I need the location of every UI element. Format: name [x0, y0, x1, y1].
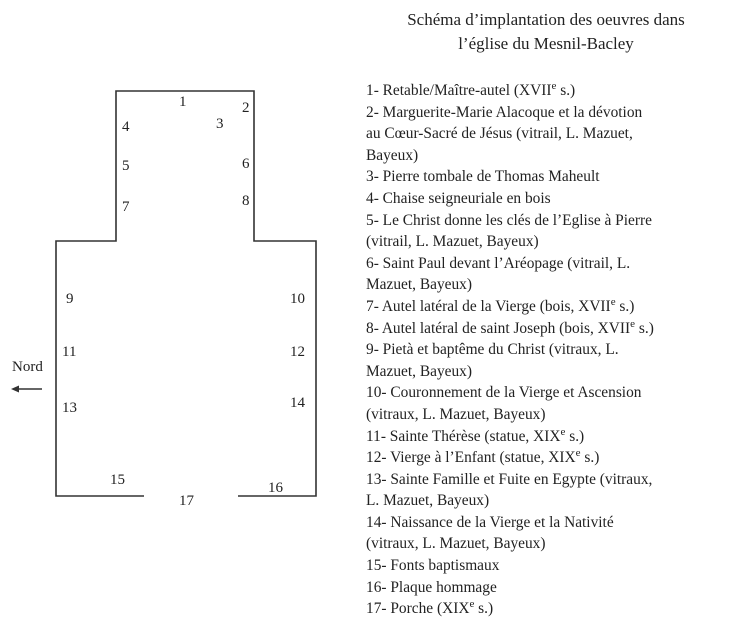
plan-number-11: 11: [62, 344, 77, 360]
legend-text: 17- Porche (XIX: [366, 600, 470, 618]
legend-suffix: s.): [580, 449, 600, 467]
legend-text: 13- Sainte Famille et Fuite en Egypte (vitraux,: [366, 470, 653, 488]
plan-number-5: 5: [122, 158, 130, 174]
legend-text: 12- Vierge à l’Enfant (statue, XIX: [366, 449, 576, 467]
legend-suffix: s.): [565, 427, 585, 445]
plan-number-14: 14: [290, 395, 305, 411]
legend-line: [366, 102, 736, 124]
legend-line: [366, 555, 736, 577]
plan-number-15: 15: [110, 472, 125, 488]
north-arrowhead-icon: [11, 386, 19, 393]
legend-line: [366, 274, 736, 296]
legend-line: [366, 382, 736, 404]
legend-line: [366, 447, 736, 469]
legend-superscript: e: [469, 598, 475, 611]
legend-suffix: s.): [635, 319, 654, 337]
legend-text: 15- Fonts baptismaux: [366, 557, 500, 575]
legend-text: Mazuet, Bayeux): [366, 362, 472, 380]
legend-line: [366, 533, 736, 555]
legend-text: 16- Plaque hommage: [366, 578, 497, 596]
plan-number-1: 1: [179, 94, 187, 110]
legend-line: [366, 469, 736, 491]
legend-line: [366, 145, 736, 167]
church-outline: [56, 91, 316, 496]
legend-line: [366, 512, 736, 534]
legend-text: 11- Sainte Thérèse (statue, XIX: [366, 427, 561, 445]
legend-suffix: s.): [615, 297, 635, 315]
legend-text: 9- Pietà et baptême du Christ (vitraux, L.: [366, 341, 619, 359]
legend-line: [366, 490, 736, 512]
legend-text: 10- Couronnement de la Vierge et Ascension: [366, 384, 642, 402]
legend-list: [366, 80, 736, 620]
legend-text: 5- Le Christ donne les clés de l’Eglise à Pierre: [366, 211, 652, 229]
plan-number-3: 3: [216, 116, 224, 132]
legend-line: [366, 231, 736, 253]
title-line-2: l’église du Mesnil-Bacley: [458, 34, 634, 53]
legend-text: 6- Saint Paul devant l’Aréopage (vitrail, L.: [366, 254, 631, 272]
legend-text: 4- Chaise seigneuriale en bois: [366, 189, 551, 207]
plan-number-13: 13: [62, 400, 77, 416]
legend-line: [366, 404, 736, 426]
legend-suffix: s.): [556, 82, 576, 99]
legend-line: [366, 577, 736, 599]
legend-line: [366, 318, 736, 340]
plan-number-7: 7: [122, 199, 130, 215]
plan-number-16: 16: [268, 480, 283, 496]
legend-text: au Cœur-Sacré de Jésus (vitrail, L. Mazuet,: [366, 125, 633, 143]
church-floor-plan: [0, 0, 360, 643]
legend-text: 8- Autel latéral de saint Joseph (bois, XVII: [366, 319, 631, 337]
legend-superscript: e: [610, 295, 616, 308]
legend-line: [366, 598, 736, 620]
legend-text: 2- Marguerite-Marie Alacoque et la dévotion: [366, 103, 643, 121]
plan-number-9: 9: [66, 291, 74, 307]
legend-line: [366, 253, 736, 275]
legend-line: [366, 361, 736, 383]
legend-line: [366, 426, 736, 448]
legend-text: (vitraux, L. Mazuet, Bayeux): [366, 535, 546, 553]
legend-text: L. Mazuet, Bayeux): [366, 492, 490, 510]
legend-line: [366, 123, 736, 145]
plan-number-10: 10: [290, 291, 305, 307]
legend-text: (vitrail, L. Mazuet, Bayeux): [366, 233, 539, 251]
legend-line: [366, 166, 736, 188]
plan-number-2: 2: [242, 100, 250, 116]
title-line-1: Schéma d’implantation des oeuvres dans: [407, 10, 685, 29]
plan-number-6: 6: [242, 156, 250, 172]
compass-label: Nord: [12, 359, 43, 375]
legend-superscript: e: [560, 425, 566, 438]
legend-line: [366, 210, 736, 232]
legend-line: [366, 188, 736, 210]
legend-text: (vitraux, L. Mazuet, Bayeux): [366, 405, 546, 423]
legend-superscript: e: [551, 80, 557, 92]
plan-number-17: 17: [179, 493, 194, 509]
legend-text: 14- Naissance de la Vierge et la Nativité: [366, 513, 614, 531]
legend-text: Bayeux): [366, 146, 419, 164]
legend-text: Mazuet, Bayeux): [366, 276, 472, 294]
legend-line: [366, 80, 736, 102]
plan-number-12: 12: [290, 344, 305, 360]
legend-superscript: e: [630, 317, 636, 330]
legend-line: [366, 339, 736, 361]
plan-number-8: 8: [242, 193, 250, 209]
schema-title: [356, 8, 736, 56]
legend-suffix: s.): [474, 600, 494, 618]
legend-line: [366, 296, 736, 318]
legend-text: 7- Autel latéral de la Vierge (bois, XVII: [366, 297, 611, 315]
legend-text: 1- Retable/Maître-autel (XVII: [366, 82, 552, 99]
legend-text: 3- Pierre tombale de Thomas Maheult: [366, 168, 600, 186]
plan-number-4: 4: [122, 119, 130, 135]
legend-superscript: e: [575, 447, 581, 460]
